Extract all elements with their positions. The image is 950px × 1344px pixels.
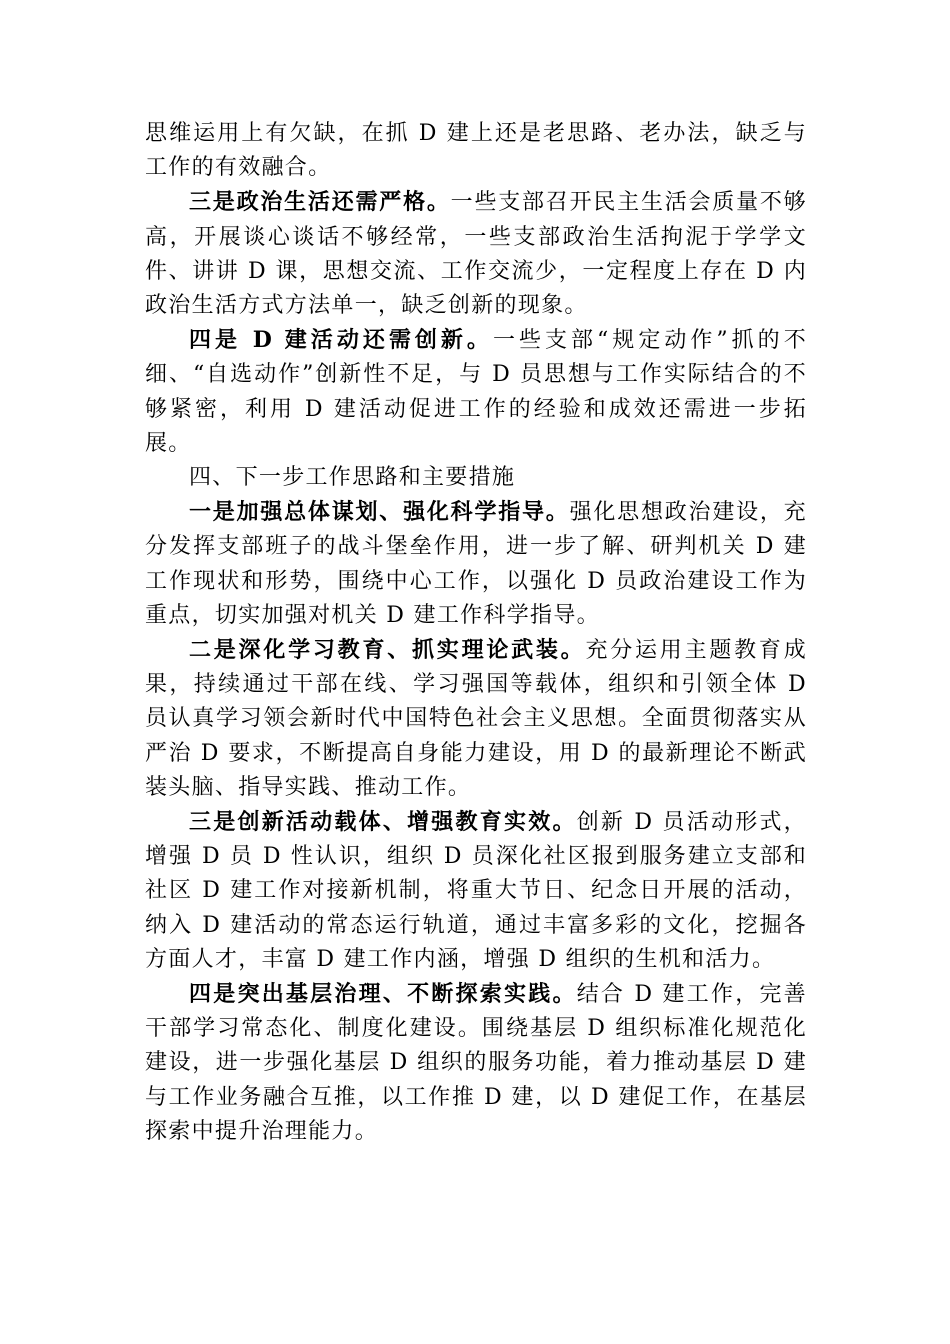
paragraph-lead: 四是突出基层治理、不断探索实践。 — [189, 981, 577, 1008]
paragraph-lead: 二是深化学习教育、抓实理论武装。 — [189, 637, 586, 664]
paragraph-text: 思维运用上有欠缺，在抓 D 建上还是老思路、老办法，缺乏与工作的有效融合。 — [145, 121, 807, 181]
paragraph-continuation — [145, 117, 807, 185]
paragraph-lead: 三是政治生活还需严格。 — [189, 189, 451, 216]
paragraph-lead: 一是加强总体谋划、强化科学指导。 — [189, 499, 570, 526]
paragraph-political-life — [145, 185, 807, 323]
paragraph-measure-1 — [145, 495, 807, 633]
paragraph-lead: 三是创新活动载体、增强教育实效。 — [189, 809, 577, 836]
paragraph-measure-4 — [145, 977, 807, 1149]
section-heading-text: 四、下一步工作思路和主要措施 — [189, 465, 516, 491]
paragraph-text: 一些支部召开民主生活会质量不够高，开展谈心谈话不够经常，一些支部政治生活拘泥于学学文件、讲讲 D 课，思想交流、工作交流少，一定程度上存在 D 内政治生活方式方法单一，缺乏创新的现象。 — [145, 190, 807, 319]
paragraph-text: 创新 D 员活动形式，增强 D 员 D 性认识，组织 D 员深化社区报到服务建立支部和社区 D 建工作对接新机制，将重大节日、纪念日开展的活动，纳入 D 建活动的常态运行轨道，通过丰富多彩的文化，挖掘各方面人才，丰富 D 建工作内涵，增强 D 组织的生机和活力。 — [145, 810, 807, 972]
section-heading — [145, 461, 807, 495]
paragraph-text: 结合 D 建工作，完善干部学习常态化、制度化建设。围绕基层 D 组织标准化规范化建设，进一步强化基层 D 组织的服务功能，着力推动基层 D 建与工作业务融合互推，以工作推 D 建，以 D 建促工作，在基层探索中提升治理能力。 — [145, 982, 807, 1144]
paragraph-measure-2 — [145, 633, 807, 805]
paragraph-text: 充分运用主题教育成果，持续通过干部在线、学习强国等载体，组织和引领全体 D 员认真学习领会新时代中国特色社会主义思想。全面贯彻落实从严治 D 要求，不断提高自身能力建设，用 D 的最新理论不断武装头脑、指导实践、推动工作。 — [145, 638, 807, 800]
paragraph-text: 强化思想政治建设，充分发挥支部班子的战斗堡垒作用，进一步了解、研判机关 D 建工作现状和形势，围绕中心工作，以强化 D 员政治建设工作为重点，切实加强对机关 D 建工作科学指导。 — [145, 500, 807, 628]
paragraph-measure-3 — [145, 805, 807, 977]
document-body — [145, 117, 807, 1149]
paragraph-lead: 四是 D 建活动还需创新。 — [189, 327, 493, 354]
paragraph-text: 一些支部“规定动作”抓的不细、“自选动作”创新性不足，与 D 员思想与工作实际结合的不够紧密，利用 D 建活动促进工作的经验和成效还需进一步拓展。 — [145, 328, 807, 456]
paragraph-activity-innovation — [145, 323, 807, 461]
